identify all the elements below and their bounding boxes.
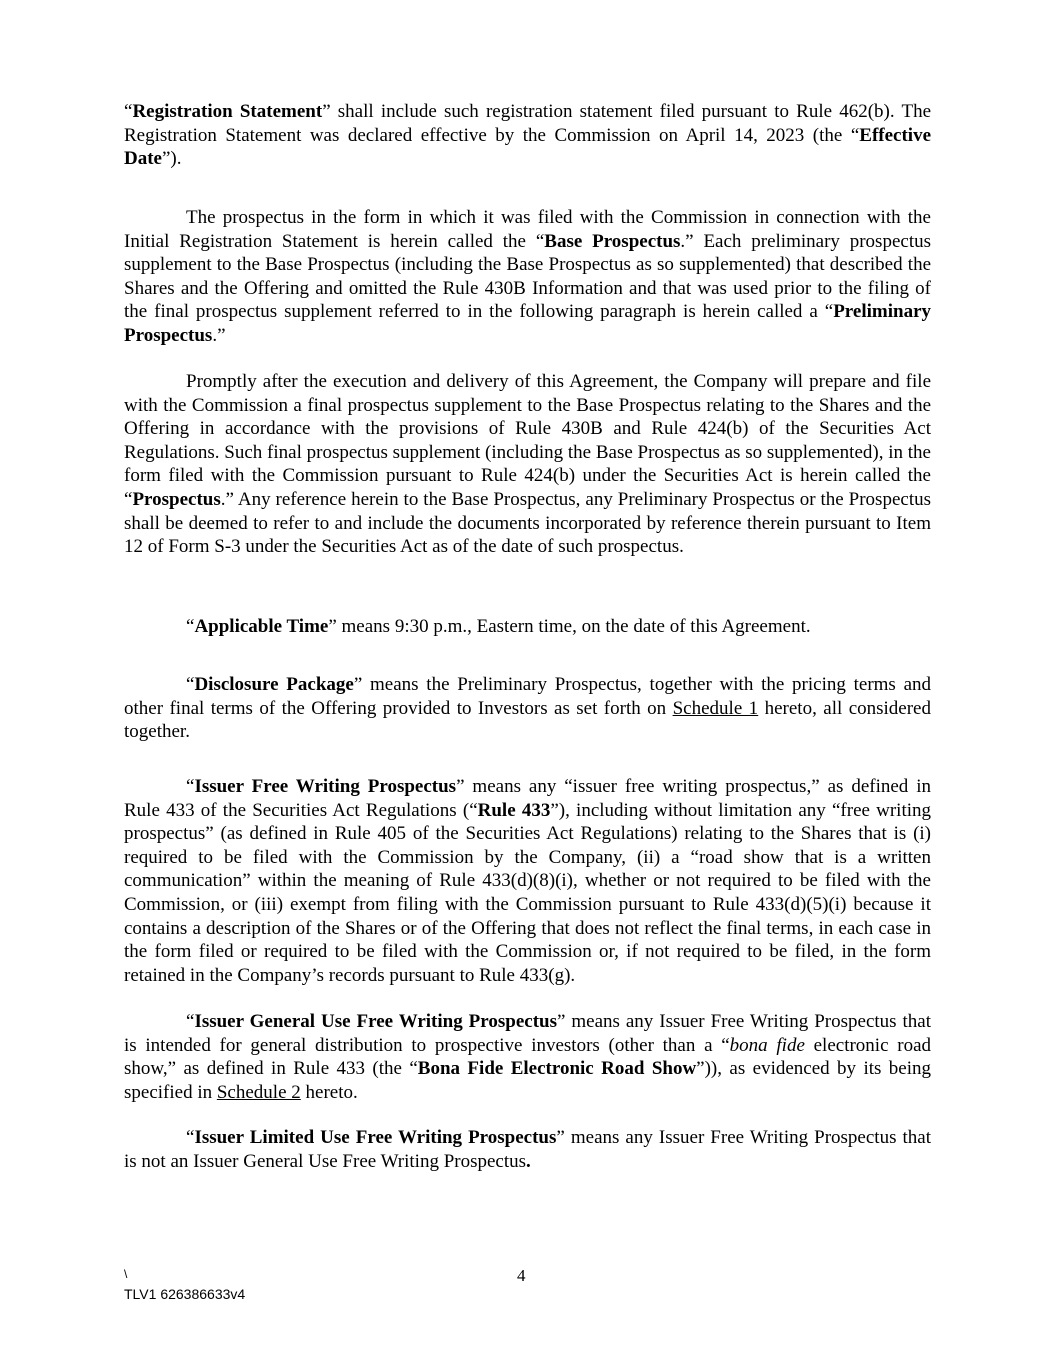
page-number: 4 bbox=[517, 1266, 526, 1285]
paragraph-issuer-general-use-fwp bbox=[124, 1010, 931, 1104]
schedule-2-reference: Schedule 2 bbox=[216, 1081, 301, 1103]
paragraph-issuer-free-writing-prospectus bbox=[124, 775, 931, 987]
text-run: “ bbox=[186, 616, 195, 637]
text-run: hereto. bbox=[300, 1081, 358, 1103]
text-run: ”). bbox=[161, 148, 182, 170]
paragraph-base-prospectus bbox=[124, 206, 931, 348]
defined-term-issuer-limited-use-fwp: Issuer Limited Use Free Writing Prospectus bbox=[194, 1127, 557, 1148]
text-run: The prospectus in the form in which it was filed with the Commission in connection with the Initial Registration Statement is herein called the “ bbox=[124, 207, 931, 252]
defined-term-rule-433: Rule 433 bbox=[477, 799, 551, 821]
document-id: TLV1 626386633v4 bbox=[124, 1286, 246, 1302]
defined-term-bona-fide-electronic-road-show: Bona Fide Electronic Road Show bbox=[417, 1058, 697, 1080]
text-run: “ bbox=[186, 1011, 195, 1032]
text-run: “ bbox=[186, 674, 195, 695]
bold-period: . bbox=[526, 1150, 531, 1172]
paragraph-prospectus bbox=[124, 370, 931, 559]
defined-term-prospectus: Prospectus bbox=[132, 488, 221, 510]
schedule-1-reference: Schedule 1 bbox=[672, 697, 759, 719]
text-run: .” bbox=[212, 324, 226, 346]
paragraph-applicable-time bbox=[124, 615, 931, 639]
text-run: ” means 9:30 p.m., Eastern time, on the date of this Agreement. bbox=[328, 616, 811, 637]
paragraph-disclosure-package bbox=[124, 673, 931, 744]
text-run: hereto, all considered together. bbox=[124, 697, 931, 743]
text-run: ”), including without limitation any “free writing prospectus” (as defined in Rule 405 of the Securities Act Regulations) relating to the Shares that is (i) required to be filed with the Commission by the Company, (ii) a “road show that is a written communication” within the meaning of Rule 433(d)(8)(i), whether or not required to be filed with the Commission, or (iii) exempt from filing with the Commission pursuant to Rule 433(d)(5)(i) because it contains a description of the Shares or of the Offering that does not reflect the final terms, in each case in the form filed or required to be filed with the Commission or, if not required to be filed, in the form retained in the Company’s records pursuant to Rule 433(g). bbox=[124, 799, 932, 986]
text-run: “ bbox=[186, 1127, 195, 1148]
text-run: ” means any Issuer Free Writing Prospectus that is not an Issuer General Use Free Writing Prospectus bbox=[124, 1127, 931, 1172]
text-run: Promptly after the execution and delivery of this Agreement, the Company will prepare and file with the Commission a final prospectus supplement to the Base Prospectus relating to the Shares and the Offering in accordance with the provisions of Rule 430B and Rule 424(b) of the Securities Act Regulations. Such final prospectus supplement (including the Base Prospectus as so supplemented), in the form filed with the Commission pursuant to Rule 424(b) under the Securities Act is herein called the “ bbox=[124, 371, 931, 510]
text-run: “ bbox=[124, 101, 133, 122]
text-run: ” means the Preliminary Prospectus, together with the pricing terms and other final terms of the Offering provided to Investors as set forth on bbox=[124, 674, 931, 719]
defined-term-preliminary-prospectus: Preliminary Prospectus bbox=[124, 301, 931, 346]
defined-term-disclosure-package: Disclosure Package bbox=[194, 674, 354, 695]
defined-term-issuer-general-use-fwp: Issuer General Use Free Writing Prospectus bbox=[194, 1011, 557, 1032]
text-run: electronic road show,” as defined in Rule 433 (the “ bbox=[124, 1034, 931, 1080]
paragraph-issuer-limited-use-fwp bbox=[124, 1126, 931, 1173]
defined-term-effective-date: Effective Date bbox=[124, 124, 931, 170]
text-run: ” shall include such registration statement filed pursuant to Rule 462(b). The Registration Statement was declared effective by the Commission on April 14, 2023 (the “ bbox=[124, 101, 931, 146]
text-run: ” means any Issuer Free Writing Prospectus that is intended for general distribution to prospective investors (other than a “ bbox=[124, 1011, 931, 1056]
defined-term-registration-statement: Registration Statement bbox=[132, 101, 323, 122]
defined-term-base-prospectus: Base Prospectus bbox=[544, 230, 681, 252]
defined-term-applicable-time: Applicable Time bbox=[194, 616, 329, 637]
text-run: “ bbox=[186, 776, 195, 797]
text-run: .” Each preliminary prospectus supplement to the Base Prospectus (including the Base Prospectus as so supplemented) that described the Shares and the Offering and omitted the Rule 430B Information and that was used prior to the filing of the final prospectus supplement referred to in the following paragraph is herein called a “ bbox=[124, 230, 931, 323]
text-run: .” Any reference herein to the Base Prospectus, any Preliminary Prospectus or the Prospectus shall be deemed to refer to and include the documents incorporated by reference therein pursuant to Item 12 of Form S-3 under the Securities Act as of the date of such prospectus. bbox=[124, 488, 931, 558]
text-run: ” means any “issuer free writing prospectus,” as defined in Rule 433 of the Securities Act Regulations (“ bbox=[124, 776, 931, 821]
italic-bona-fide: bona fide bbox=[729, 1034, 805, 1056]
text-run: ”)), as evidenced by its being specified in bbox=[124, 1058, 932, 1103]
defined-term-issuer-free-writing-prospectus: Issuer Free Writing Prospectus bbox=[194, 776, 457, 797]
footer-mark: \ bbox=[124, 1267, 128, 1281]
paragraph-registration-statement bbox=[124, 100, 931, 171]
